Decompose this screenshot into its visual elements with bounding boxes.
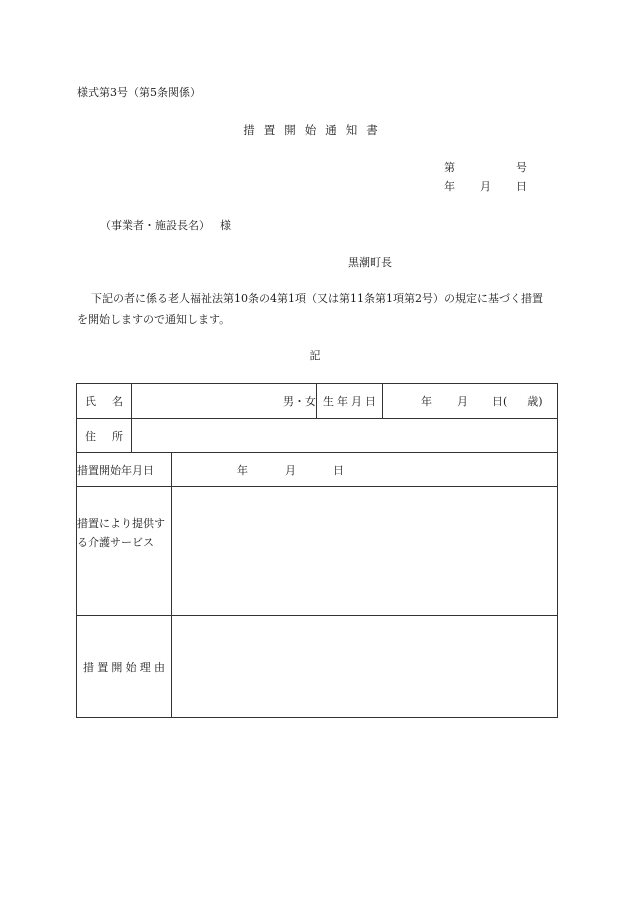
address-field[interactable] <box>132 419 558 453</box>
reason-label-char-3: 開 <box>111 660 123 674</box>
issue-date-year: 年 <box>444 180 455 193</box>
birth-month-label: 月 <box>457 395 468 408</box>
start-day-label: 日 <box>333 463 344 477</box>
reason-label-char-2: 置 <box>97 660 109 674</box>
birth-day-label: 日( <box>492 395 508 408</box>
name-label-char-2: 名 <box>112 395 123 408</box>
birth-date-field[interactable] <box>383 384 558 419</box>
reason-field[interactable] <box>172 616 558 718</box>
ki-heading: 記 <box>309 349 321 362</box>
table-row-reason <box>77 616 558 718</box>
name-label-cell <box>77 384 132 419</box>
form-number-label: 様式第3号（第5条関係） <box>77 86 201 99</box>
address-label-char-1: 住 <box>85 429 96 443</box>
start-date-field[interactable] <box>172 453 558 487</box>
address-label-char-2: 所 <box>112 429 123 443</box>
recipient-honorific: 様 <box>220 219 231 232</box>
gender-option: 男・女 <box>283 395 316 408</box>
reason-label-char-6: 由 <box>153 660 165 674</box>
name-gender-field[interactable] <box>132 384 317 419</box>
birth-label-char-2: 年 <box>337 395 348 408</box>
service-label: 措置により提供する介護サービス <box>77 517 165 549</box>
issuer-name: 黒潮町長 <box>348 256 392 269</box>
document-number-suffix: 号 <box>516 161 527 174</box>
reason-label-char-1: 措 <box>83 660 94 674</box>
birth-label-char-4: 日 <box>365 395 376 408</box>
start-month-label: 月 <box>285 463 296 477</box>
start-year-label: 年 <box>237 463 248 477</box>
birth-label-char-1: 生 <box>323 395 334 408</box>
table-row-service <box>77 487 558 616</box>
document-title: 措置開始通知書 <box>243 123 387 137</box>
reason-label-char-5: 理 <box>139 660 151 674</box>
issue-date-month: 月 <box>480 180 491 193</box>
notification-form-table <box>76 383 558 718</box>
start-date-label-cell <box>77 453 172 487</box>
reason-label-cell <box>77 616 172 718</box>
body-text-line-2: を開始しますので通知します。 <box>77 313 231 326</box>
table-row-name <box>77 384 558 419</box>
address-label-cell <box>77 419 132 453</box>
reason-label-char-4: 始 <box>125 660 137 674</box>
start-date-label: 措置開始年月日 <box>77 463 154 477</box>
table-row-address <box>77 419 558 453</box>
table-row-start-date <box>77 453 558 487</box>
recipient-name: （事業者・施設長名） <box>100 219 210 232</box>
service-label-cell <box>77 487 172 616</box>
document-number-prefix: 第 <box>444 161 455 174</box>
service-field[interactable] <box>172 487 558 616</box>
birth-label-char-3: 月 <box>351 395 362 408</box>
name-label-char-1: 氏 <box>85 395 96 408</box>
birth-date-label-cell <box>317 384 383 419</box>
age-label: 歳) <box>527 395 543 408</box>
issue-date-day: 日 <box>516 180 527 193</box>
body-text-line-1: 下記の者に係る老人福祉法第10条の4第1項（又は第11条第1項第2号）の規定に基づく措置 <box>91 292 543 305</box>
birth-year-label: 年 <box>421 395 432 408</box>
